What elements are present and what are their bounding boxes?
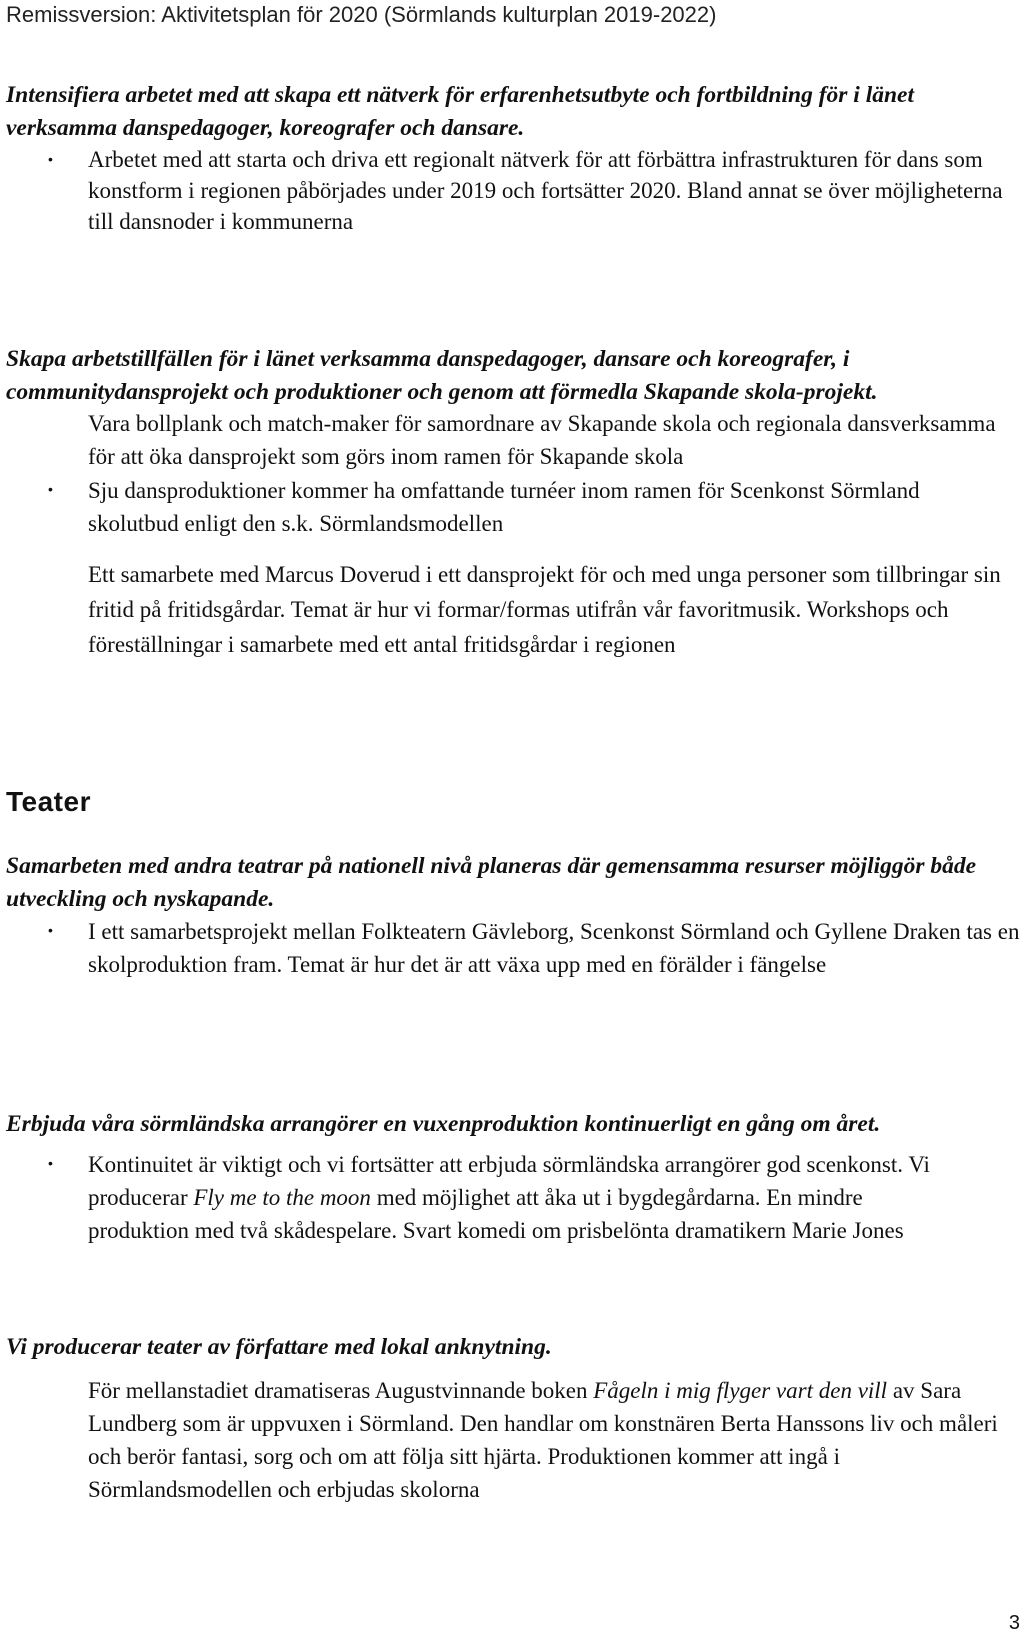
- document-header: Remissversion: Aktivitetsplan för 2020 (Sörmlands kulturplan 2019-2022): [6, 2, 717, 27]
- bullet-icon: •: [48, 1155, 53, 1171]
- bullet-icon: •: [48, 922, 53, 938]
- section-heading-theater: Teater: [6, 786, 91, 817]
- text-segment: Kontinuitet är viktigt och vi fortsätter att erbjuda sörmländska arrangörer god scenkonst. Vi producerar: [88, 1152, 930, 1210]
- goal-heading-collaborations: Samarbeten med andra teatrar på nationell nivå planeras där gemensamma resurser möjliggör både utveckling och nyskapande.: [6, 853, 977, 912]
- bullet-icon: •: [48, 481, 53, 497]
- paragraph-fageln-i-mig: [88, 1374, 1024, 1506]
- text-segment: av Sara Lundberg som är uppvuxen i Sörmland. Den handlar om konstnären Berta Hanssons liv och måleri och berör fantasi, sorg och om att följa sitt hjärta. Produktionen kommer att ingå i Sörmlandsmodellen och erbjudas skolorna: [88, 1378, 998, 1502]
- work-title: Fågeln i mig flyger vart den vill: [593, 1378, 888, 1403]
- text-segment: För mellanstadiet dramatiseras Augustvinnande boken: [88, 1378, 594, 1403]
- goal-heading-adult-production: Erbjuda våra sörmländska arrangörer en vuxenproduktion kontinuerligt en gång om året.: [6, 1111, 881, 1137]
- goal-heading-jobs: Skapa arbetstillfällen för i länet verksamma danspedagoger, dansare och koreografer, i communitydansprojekt och produktioner och genom att förmedla Skapande skola-projekt.: [6, 346, 878, 405]
- goal-heading-network: Intensifiera arbetet med att skapa ett nätverk för erfarenhetsutbyte och fortbildning för i länet verksamma danspedagoger, koreografer och dansare.: [6, 82, 915, 141]
- paragraph-school-production: I ett samarbetsprojekt mellan Folkteatern Gävleborg, Scenkonst Sörmland och Gyllene Draken tas en skolproduktion fram. Temat är hur det är att växa upp med en förälder i fängelse: [88, 919, 1020, 977]
- bullet-icon: •: [48, 151, 53, 167]
- paragraph-dance-productions: Sju dansproduktioner kommer ha omfattande turnéer inom ramen för Scenkonst Sörmland skolutbud enligt den s.k. Sörmlandsmodellen: [88, 478, 920, 536]
- work-title: Fly me to the moon: [193, 1185, 371, 1210]
- page-number: 3: [1008, 1612, 1020, 1634]
- text-segment: med möjlighet att åka ut i bygdegårdarna. En mindre produktion med två skådespelare. Svart komedi om prisbelönta dramatikern Marie Jones: [88, 1185, 904, 1243]
- goal-heading-local-authors: Vi producerar teater av författare med lokal anknytning.: [6, 1334, 552, 1360]
- paragraph-marcus-doverud: Ett samarbete med Marcus Doverud i ett dansprojekt för och med unga personer som tillbringar sin fritid på fritidsgårdar. Temat är hur vi formar/formas utifrån vår favoritmusik. Workshops och föreställningar i samarbete med ett antal fritidsgårdar i regionen: [88, 562, 1001, 657]
- paragraph-fly-me-to-the-moon: [88, 1148, 968, 1247]
- paragraph-network: Arbetet med att starta och driva ett regionalt nätverk för att förbättra infrastrukturen för dans som konstform i regionen påbörjades under 2019 och fortsätter 2020. Bland annat se över möjligheterna till dansnoder i kommunerna: [88, 147, 1003, 234]
- paragraph-skapande-skola: Vara bollplank och match-maker för samordnare av Skapande skola och regionala dansverksamma för att öka dansprojekt som görs inom ramen för Skapande skola: [88, 411, 996, 469]
